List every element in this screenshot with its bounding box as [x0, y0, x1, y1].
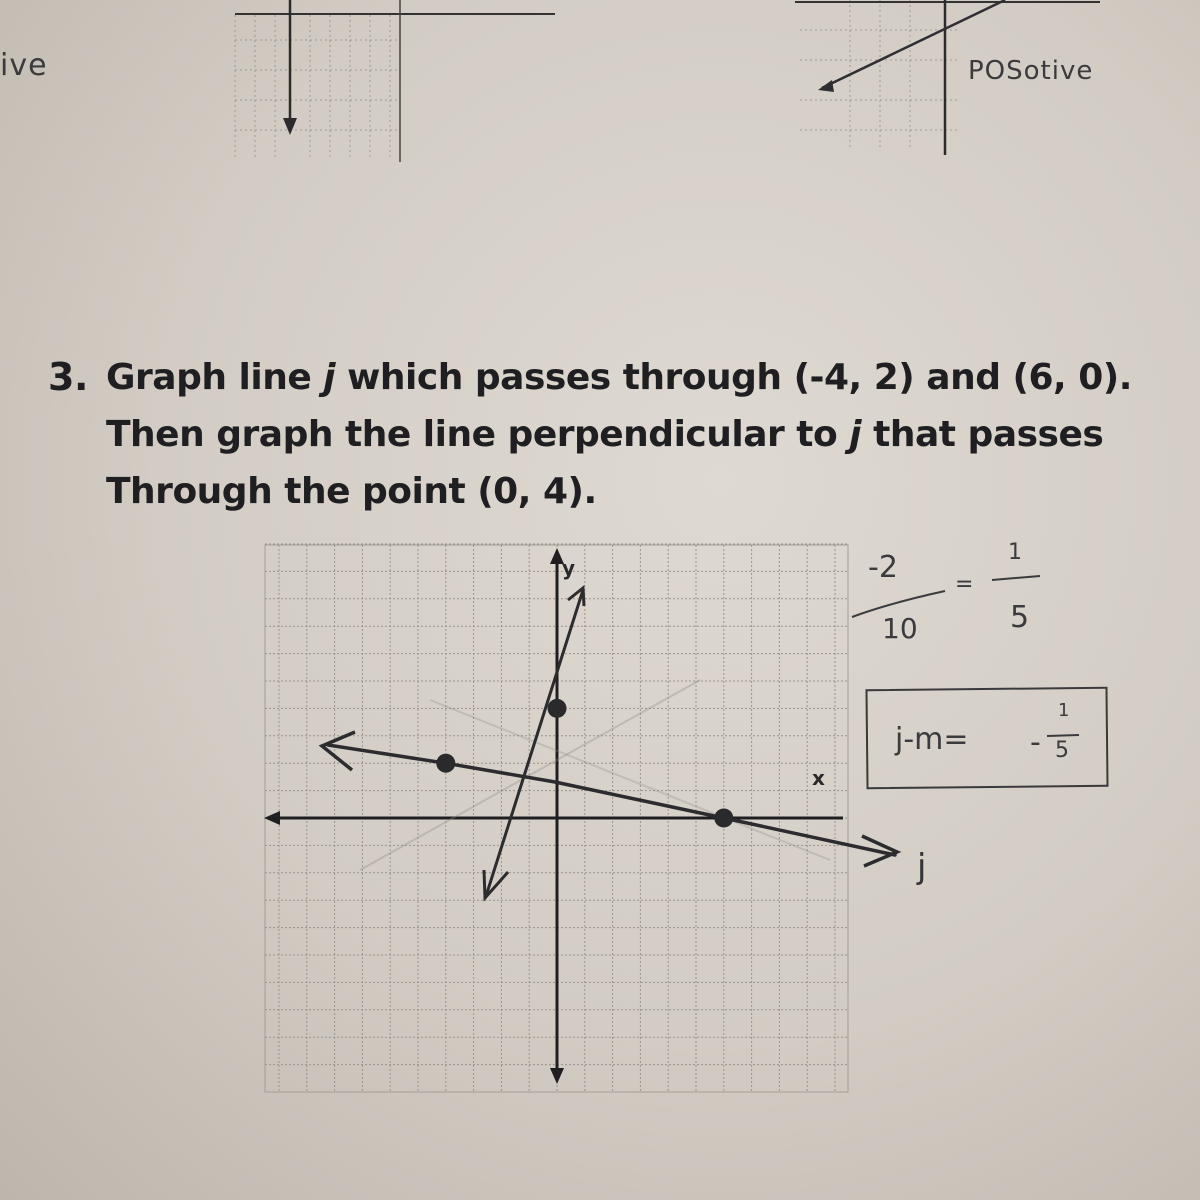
partial-handwritten-label: ive: [0, 48, 48, 83]
answer-numerator: 1: [1058, 700, 1070, 721]
equals-sign: =: [955, 572, 974, 597]
fraction-2-denominator: 5: [1010, 600, 1030, 635]
answer-denominator: 5: [1055, 738, 1069, 763]
fraction-2-numerator: 1: [1008, 540, 1022, 565]
y-axis-down-arrow: [550, 1068, 564, 1084]
problem-line-3: Through the point (0, 4).: [106, 471, 597, 512]
problem-line-2-start: Then graph the line perpendicular to: [106, 414, 850, 455]
problem-line-1-start: Graph line: [106, 357, 324, 398]
problem-line-2-variable: j: [849, 414, 862, 455]
line-j-label: j: [917, 847, 927, 887]
fraction-1-denominator: 10: [882, 612, 918, 645]
axes: [264, 548, 843, 1084]
line-j-left-arrow: [322, 732, 355, 770]
problem-line-2-end: that passes: [861, 414, 1104, 455]
erased-line: [430, 700, 830, 860]
fraction-1-numerator: -2: [868, 550, 898, 585]
answer-sign: -: [1030, 725, 1041, 760]
plotted-point: [714, 809, 733, 828]
x-axis-label: x: [812, 766, 825, 790]
perpendicular-line-bottom-arrow: [484, 870, 508, 898]
problem-number: 3.: [48, 355, 88, 399]
y-axis-label: y: [562, 556, 576, 580]
answer-label: j-m=: [895, 722, 969, 757]
plotted-point: [436, 754, 455, 773]
student-drawing: [322, 588, 897, 898]
perpendicular-line: [486, 590, 583, 896]
problem-line-1-end: which passes through (-4, 2) and (6, 0).: [335, 357, 1132, 398]
line-j: [328, 745, 895, 855]
problem-line-1-variable: j: [323, 357, 336, 398]
positive-handwritten-label: POSotive: [968, 56, 1094, 86]
plotted-point: [548, 699, 567, 718]
fraction-2-bar: [990, 570, 1050, 590]
x-axis-left-arrow: [264, 811, 280, 825]
